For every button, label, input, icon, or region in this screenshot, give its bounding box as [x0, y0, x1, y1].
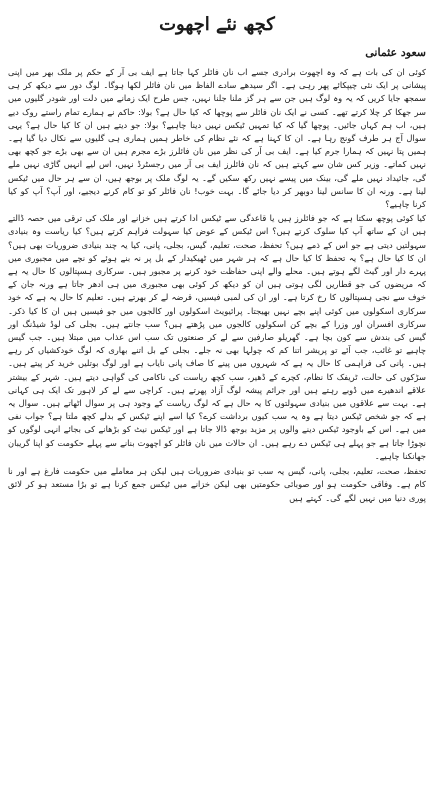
article-body [8, 66, 426, 505]
article-paragraph: کوئی ان کی بات ہے کہ وہ اچھوت برادری جسے اب نان فائلر کہا جاتا ہے ایف بی آر کے حکم پر ملک بھر میں اپنی پیشانی پر ایک نئی چیپکائے پھر رہی ہے۔ اگر سیدھے سادے الفاظ میں نان فائلر لکھا ہوگا۔ لوگ دور سے دیکھ کر ہی سمجھ جایا کریں کہ یہ وہ لوگ ہیں جن سے ہر گز ملنا جلنا نہیں، جس طرح ایک زمانے میں دلت اور شودر گلیوں میں سر جھکا کر چلا کرتے تھے۔ کسی نے ایک نان فائلر سے پوچھا کہ کیا حال ہے؟ بولا: حاکم نے ہمارے تمام راستے روک دیے ہیں، اب ہم کہاں جائیں۔ پوچھا گیا کہ کیا تمہیں ٹیکس نہیں دینا چاہیے؟ بولا: جو دیتے ہیں ان کا کیا حال ہے؟ یہی سوال آج ہر طرف گونج رہا ہے۔ ان کا کہنا ہے کہ نئے نظام کی خاطر ہمیں ہماری ہی گلیوں سے نکال دیا گیا ہے۔ ہمیں پتا نہیں کہ ہمارا جرم کیا ہے۔ ایف بی آر کی نظر میں نان فائلرز بڑے مجرم ہیں ان سے بھی بڑے جو کچھ بھی نہیں کماتے۔ وزیر کس شان سے کہتے ہیں کہ نان فائلرز ایف بی آر میں رجسٹرڈ نہیں، اس لیے انہیں گاڑی نہیں ملے گی، جائیداد نہیں ملے گی، بینک میں پیسے نہیں رکھ سکیں گے۔ یہ لوگ ملک پر بوجھ ہیں، ان سے ہر حال میں ٹیکس لینا ہے۔ ورنہ ان کا سانس لینا دوبھر کر دیا جائے گا۔ بہت خوب! نان فائلر کو تو کام کرنے دیجیے، اور آپ؟ آپ کو کیا کرنا چاہیے؟ [8, 67, 426, 210]
article-paragraph: کیا کوئی پوچھ سکتا ہے کہ جو فائلرز ہیں یا قاعدگی سے ٹیکس ادا کرتے ہیں خزانے اور ملک کی ترقی میں حصہ ڈالتے ہیں ان کے ساتھ آپ کیا سلوک کرتے ہیں؟ اس ٹیکس کے عوض کیا سہولت فراہم کرتے ہیں؟ کیا ریاست وہ بنیادی سہولتیں دیتی ہے جو اس کے ذمے ہیں؟ تحفظ، صحت، تعلیم، گیس، بجلی، پانی، کیا یہ چند بنیادی ضروریات بھی ہیں؟ ان کا کیا حال ہے؟ یہ تحفظ کا کیا حال ہے کہ ہر شہر میں ٹھیکیدار کے بل پر نہ بنے ہوئے کو نچے میں مجبوری میں پہرے دار اور گیٹ لگے ہوتے ہیں۔ محلے والے اپنی حفاظت خود کرنے پر مجبور ہیں۔ سرکاری ہسپتالوں کا حال یہ ہے کہ مریضوں کی جو قطاریں لگی ہوتی ہیں ان کو دیکھ کر کوئی بھی مجبوری میں ہی ادھر جاتا ہے ورنہ جان کے خوف سے نجی ہسپتالوں کا رخ کرتا ہے۔ اور ان کی لمبی فیسیں، قرضہ لے کر بھرتے ہیں۔ تعلیم کا حال یہ ہے کہ خود سرکاری اسکولوں میں کوئی اپنے بچے نہیں بھیجتا۔ پرائیویٹ اسکولوں اور کالجوں میں جو فیسیں ہیں ان کا کیا ذکر۔ سرکاری افسران اور وزرا کے بچے کن اسکولوں کالجوں میں پڑھتے ہیں؟ سب جانتے ہیں۔ بجلی کی لوڈ شیڈنگ اور گیس کی بندش سے کون بچا ہے۔ گھریلو صارفین سے لے کر صنعتوں تک سب اس عذاب میں مبتلا ہیں۔ جب گیس چاہیے تو غائب، جب آئے تو پریشر اتنا کم کہ چولہا بھی نہ جلے۔ بجلی کے بل اتنے بھاری کہ لوگ خودکشیاں کر رہے ہیں۔ پانی کی فراہمی کا حال یہ ہے کہ شہروں میں پینے کا صاف پانی نایاب ہے اور لوگ بوتلیں خرید کر پیتے ہیں۔ سڑکوں کی حالت، ٹریفک کا نظام، کچرے کے ڈھیر، سب کچھ ریاست کی ناکامی کی گواہی دیتے ہیں۔ شہر کے بیشتر علاقے اندھیرے میں ڈوبے رہتے ہیں اور جرائم پیشہ لوگ آزاد پھرتے ہیں۔ کراچی سے لے کر لاہور تک ایک ہی کہانی ہے۔ بہت سے علاقوں میں بنیادی سہولتوں کا یہ حال ہے کہ لوگ ریاست کے وجود ہی پر سوال اٹھاتے ہیں۔ سوال یہ ہے کہ جو شخص ٹیکس دیتا ہے وہ یہ سب کیوں برداشت کرے؟ کیا اسے اپنے ٹیکس کے بدلے کچھ ملتا ہے؟ جواب نفی میں ہے۔ اس کے باوجود ٹیکس دینے والوں پر مزید بوجھ ڈالا جاتا ہے اور ٹیکس نیٹ کو بڑھانے کی بجائے انہی لوگوں کو نچوڑا جاتا ہے جو پہلے ہی ٹیکس دے رہے ہیں۔ ان حالات میں نان فائلر کو اچھوت بنانے سے پہلے حکومت کو اپنا گریبان جھانکنا چاہیے۔ [8, 213, 426, 461]
article-title: کچھ نئے اچھوت [159, 14, 275, 35]
article-author: سعود عثمانی [365, 46, 426, 59]
article-paragraph: تحفظ، صحت، تعلیم، بجلی، پانی، گیس یہ سب تو بنیادی ضروریات ہیں لیکن ہر معاملے میں حکومت فارغ ہے اور نا کام ہے۔ وفاقی حکومت ہو اور صوبائی حکومتیں بھی لیکن خزانے میں ٹیکس جمع کرنا ہے تو بڑا مستعد ہو کر لائق پوری دنیا میں نہیں لگے گی۔ کہتے ہیں [8, 466, 426, 503]
